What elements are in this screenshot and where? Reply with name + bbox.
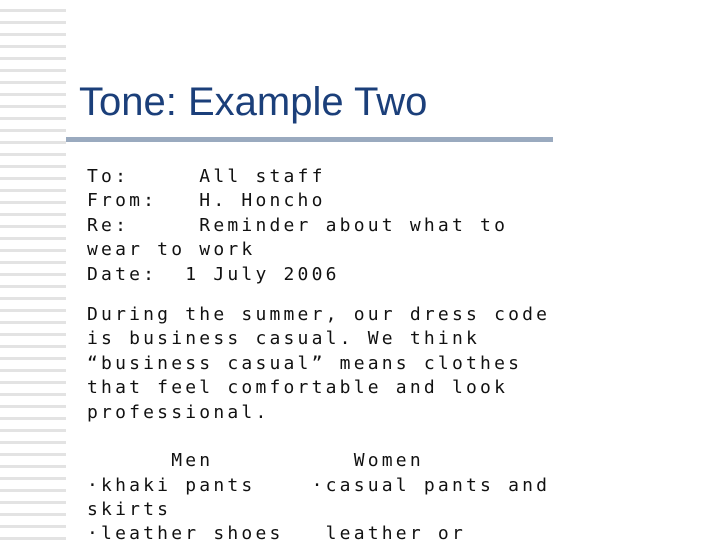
title-underline-divider [66, 137, 553, 142]
column-headers-line: Men Women [87, 450, 424, 472]
blank-line [87, 425, 687, 449]
list-item-line: ·khaki pants ·casual pants and [87, 474, 551, 496]
slide-title: Tone: Example Two [79, 80, 428, 124]
memo-body [87, 165, 687, 546]
memo-from-line: From: H. Honcho [87, 190, 326, 212]
body-text-line: During the summer, our dress code [87, 303, 551, 325]
memo-to-line: To: All staff [87, 166, 326, 187]
memo-subject-continuation: wear to work [87, 239, 256, 261]
paragraph-gap [87, 287, 687, 303]
body-text-line: that feel comfortable and look [87, 377, 509, 399]
body-text-line: professional. [87, 401, 270, 423]
list-item-line: skirts [87, 499, 172, 521]
body-text-line: is business casual. We think [87, 328, 481, 350]
memo-subject-line: Re: Reminder about what to [87, 214, 509, 236]
list-item-line: ·leather shoes leather or [87, 523, 466, 545]
memo-date-line: Date: 1 July 2006 [87, 263, 340, 285]
body-text-line: “business casual” means clothes [87, 352, 523, 374]
